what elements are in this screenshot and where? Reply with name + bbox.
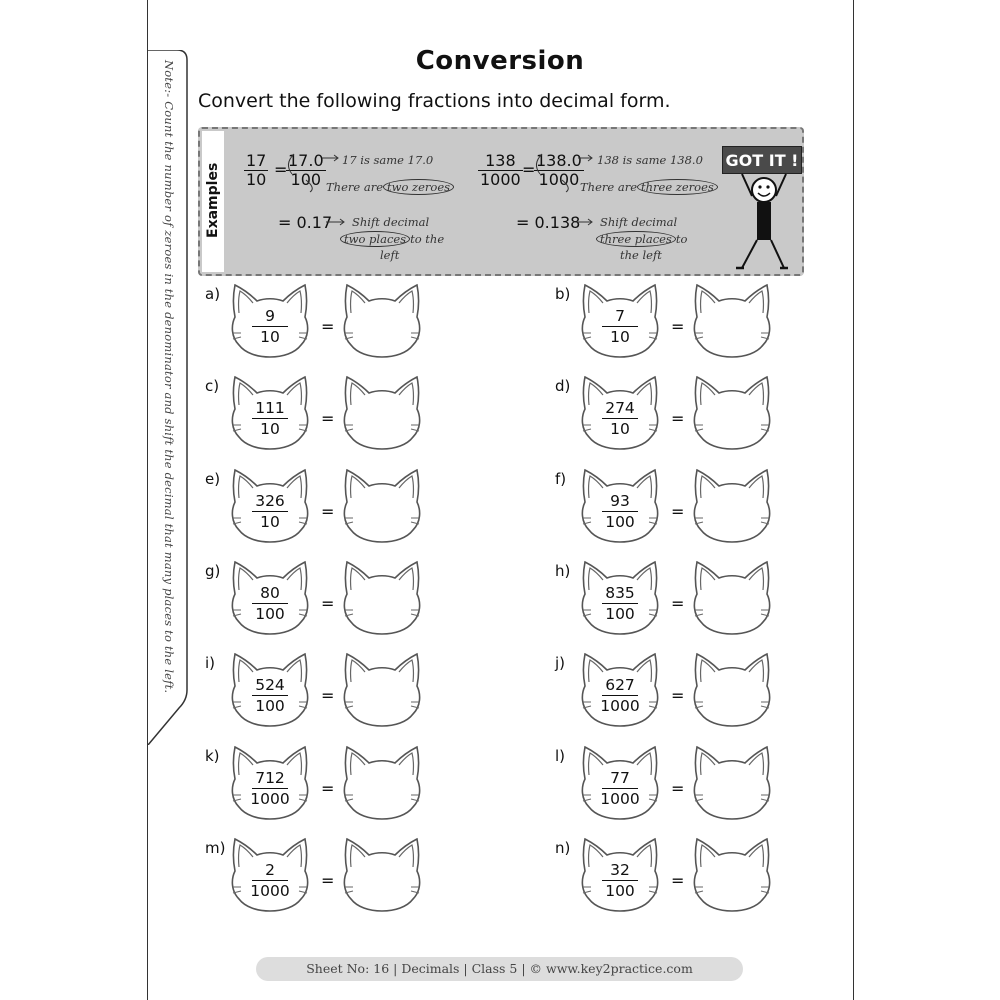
example1-shift-post: to the xyxy=(410,232,445,246)
cat-face-answer-icon xyxy=(689,837,775,915)
problem-fraction xyxy=(580,306,660,347)
problem-item xyxy=(555,283,895,369)
problem-item xyxy=(205,468,545,554)
problem-numerator: 2 xyxy=(252,860,288,881)
problem-label: n) xyxy=(555,838,571,857)
cat-face-answer-icon xyxy=(339,745,425,823)
example1-numerator: 17 xyxy=(246,151,267,170)
page-title: Conversion xyxy=(415,46,585,76)
problem-equals: = xyxy=(321,593,335,613)
problem-numerator: 524 xyxy=(252,675,288,696)
example1-denominator-expanded: 100 xyxy=(290,170,322,189)
cat-face-answer-icon xyxy=(339,468,425,546)
example1-note2 xyxy=(326,180,454,194)
problem-numerator: 712 xyxy=(252,768,288,789)
problem-item xyxy=(205,375,545,461)
example2-note2-oval: three zeroes xyxy=(637,179,718,195)
problem-numerator: 9 xyxy=(252,306,288,327)
problem-label: h) xyxy=(555,561,571,580)
problem-equals: = xyxy=(671,686,685,706)
example2-shift3: the left xyxy=(620,248,662,262)
got-it-sign: GOT IT ! xyxy=(722,146,802,174)
example1-denominator: 10 xyxy=(246,170,267,189)
problem-equals: = xyxy=(671,409,685,429)
problem-denominator: 10 xyxy=(260,420,280,439)
problem-label: j) xyxy=(555,654,566,673)
example2-equals: = xyxy=(522,160,536,179)
problem-label: c) xyxy=(205,377,220,396)
side-note: Note:- Count the number of zeroes in the denominator and shift the decimal that many places to the left. xyxy=(162,60,176,694)
problem-fraction xyxy=(580,583,660,624)
problem-item xyxy=(205,652,545,738)
problem-numerator: 326 xyxy=(252,491,288,512)
cat-face-answer-icon xyxy=(339,837,425,915)
problem-fraction xyxy=(580,398,660,439)
problem-fraction xyxy=(230,583,310,624)
problem-label: g) xyxy=(205,561,221,580)
problem-item xyxy=(205,560,545,646)
problem-denominator: 10 xyxy=(260,328,280,346)
problem-denominator: 10 xyxy=(610,420,630,439)
problem-equals: = xyxy=(321,686,335,706)
cat-face-answer-icon xyxy=(339,375,425,453)
problem-label: e) xyxy=(205,469,221,488)
problem-numerator: 627 xyxy=(602,675,638,696)
problem-label: l) xyxy=(555,746,566,765)
problem-item xyxy=(555,837,895,923)
problem-label: a) xyxy=(205,285,221,303)
problem-item xyxy=(205,283,545,369)
problem-item xyxy=(205,745,545,831)
problem-numerator: 32 xyxy=(602,860,638,881)
problem-label: i) xyxy=(205,654,216,673)
problem-fraction xyxy=(580,860,660,901)
problem-numerator: 93 xyxy=(602,491,638,512)
example1-shift3: left xyxy=(380,248,400,262)
problem-denominator: 100 xyxy=(255,604,285,623)
footer: Sheet No: 16 | Decimals | Class 5 | © www.key2practice.com xyxy=(256,957,743,981)
example2-note2-pre: There are xyxy=(580,180,638,194)
problem-item xyxy=(555,375,895,461)
cat-face-answer-icon xyxy=(689,375,775,453)
cat-face-answer-icon xyxy=(689,283,775,361)
problem-label: m) xyxy=(205,838,226,857)
problem-fraction xyxy=(230,306,310,347)
cat-face-answer-icon xyxy=(689,745,775,823)
cat-face-answer-icon xyxy=(339,560,425,638)
problem-item xyxy=(555,652,895,738)
cat-face-answer-icon xyxy=(689,468,775,546)
problem-fraction xyxy=(580,768,660,809)
example1-note1: 17 is same 17.0 xyxy=(342,153,434,167)
problem-equals: = xyxy=(321,317,335,336)
problem-equals: = xyxy=(671,317,685,336)
problem-denominator: 100 xyxy=(605,604,635,623)
example1-result-arrow-icon xyxy=(326,217,348,227)
problem-equals: = xyxy=(321,501,335,521)
stick-figure-icon xyxy=(728,170,800,274)
problem-equals: = xyxy=(321,778,335,798)
example2-note2 xyxy=(580,180,718,194)
problem-label: k) xyxy=(205,746,220,765)
problem-equals: = xyxy=(671,778,685,798)
problem-item xyxy=(555,560,895,646)
cat-face-answer-icon xyxy=(689,560,775,638)
problem-fraction xyxy=(230,860,310,901)
problem-numerator: 274 xyxy=(602,398,638,419)
problem-denominator: 100 xyxy=(255,697,285,716)
example2-shift2 xyxy=(596,232,687,246)
problem-denominator: 1000 xyxy=(250,881,290,900)
example1-note2-pre: There are xyxy=(326,180,384,194)
problem-fraction xyxy=(580,675,660,716)
problem-denominator: 1000 xyxy=(250,789,290,808)
example1-shift1: Shift decimal xyxy=(352,215,430,229)
problem-label: f) xyxy=(555,469,567,488)
problem-fraction xyxy=(580,491,660,532)
example2-numerator-expanded: 138.0 xyxy=(536,151,582,170)
problem-label: b) xyxy=(555,285,571,303)
example2-result: = 0.138 xyxy=(516,213,581,232)
problem-denominator: 100 xyxy=(605,512,635,531)
problem-fraction xyxy=(230,491,310,532)
example2-shift-post: to xyxy=(675,232,688,246)
example1-note2-oval: two zeroes xyxy=(383,179,454,195)
example1-shift2 xyxy=(340,232,444,246)
problem-equals: = xyxy=(671,501,685,521)
example2-result-arrow-icon xyxy=(574,217,596,227)
problem-equals: = xyxy=(671,870,685,890)
example2-numerator: 138 xyxy=(478,152,523,171)
example2-denominator: 1000 xyxy=(480,170,521,189)
example2-shift-oval: three places xyxy=(596,231,676,247)
problem-numerator: 80 xyxy=(252,583,288,604)
problem-denominator: 10 xyxy=(610,328,630,346)
examples-label: Examples xyxy=(205,162,221,238)
example2-denominator-expanded: 1000 xyxy=(538,170,580,189)
example1-equals: = xyxy=(274,160,288,179)
problem-equals: = xyxy=(321,409,335,429)
problem-fraction xyxy=(230,398,310,439)
problem-fraction xyxy=(230,675,310,716)
problem-fraction xyxy=(230,768,310,809)
problem-denominator: 1000 xyxy=(600,697,640,716)
problem-item xyxy=(205,837,545,923)
problem-equals: = xyxy=(671,593,685,613)
problem-denominator: 10 xyxy=(260,512,280,531)
problem-denominator: 100 xyxy=(605,881,635,900)
example1-result: = 0.17 xyxy=(278,213,333,232)
problem-numerator: 7 xyxy=(602,306,638,327)
cat-face-answer-icon xyxy=(339,652,425,730)
problem-item xyxy=(555,745,895,831)
problem-equals: = xyxy=(321,870,335,890)
example1-fraction xyxy=(244,152,268,189)
instruction-text: Convert the following fractions into decimal form. xyxy=(198,90,671,112)
problem-label: d) xyxy=(555,377,571,396)
problem-denominator: 1000 xyxy=(600,789,640,808)
problem-numerator: 835 xyxy=(602,583,638,604)
example2-fraction xyxy=(478,152,523,189)
example1-numerator-expanded: 17.0 xyxy=(288,151,324,170)
example1-shift-oval: two places xyxy=(340,231,410,247)
example2-note1: 138 is same 138.0 xyxy=(597,153,703,167)
cat-face-answer-icon xyxy=(689,652,775,730)
cat-face-answer-icon xyxy=(339,283,425,361)
example2-shift1: Shift decimal xyxy=(600,215,678,229)
problem-numerator: 77 xyxy=(602,768,638,789)
problem-numerator: 111 xyxy=(252,398,288,419)
problem-item xyxy=(555,468,895,554)
